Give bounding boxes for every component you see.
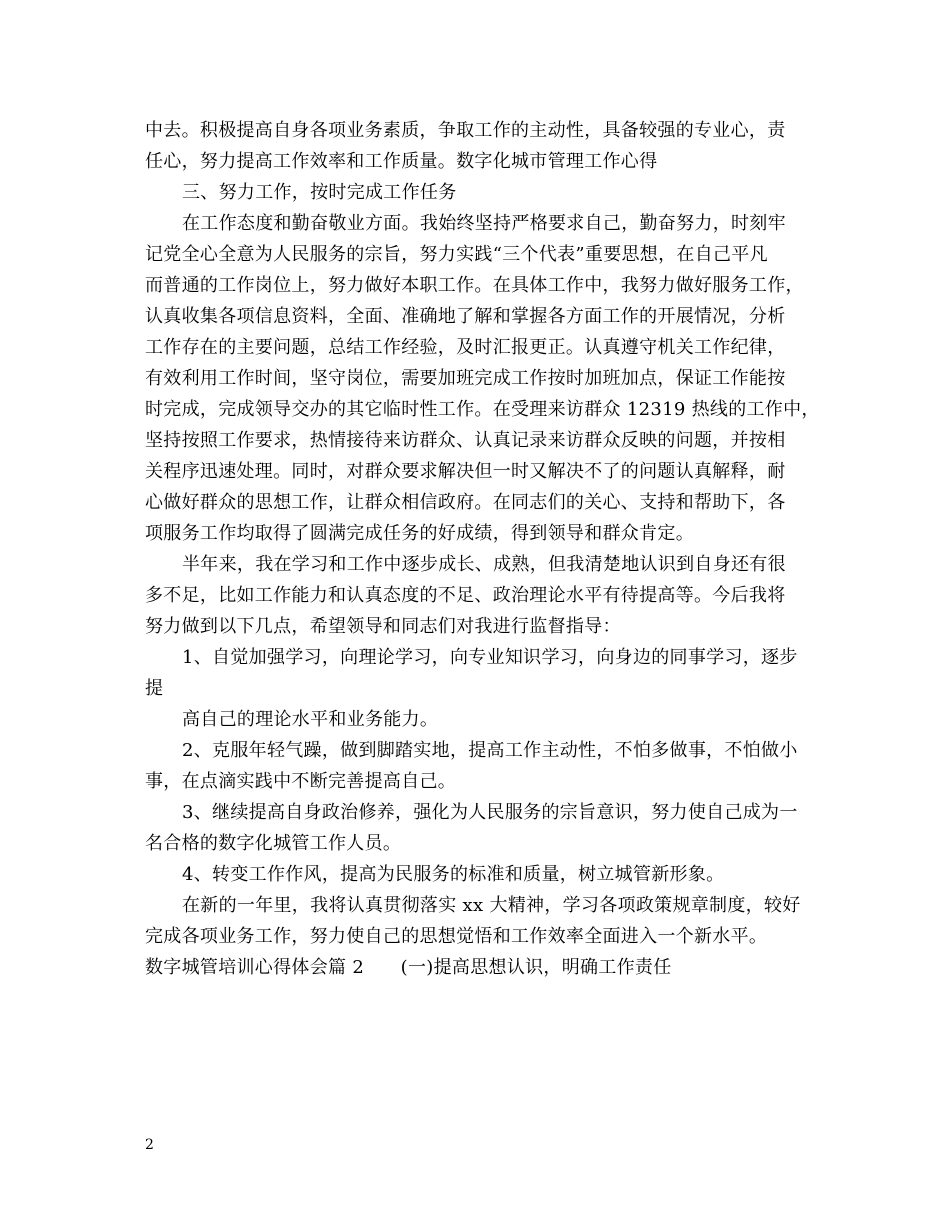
text-line: 项服务工作均取得了圆满完成任务的好成绩，得到领导和群众肯定。	[145, 523, 694, 544]
text-line: 4、转变工作作风，提高为民服务的标准和质量，树立城管新形象。	[182, 864, 725, 885]
text-line: 三、努力工作，按时完成工作任务	[182, 182, 457, 203]
text-line: 任心，努力提高工作效率和工作质量。数字化城市管理工作心得	[145, 151, 658, 172]
text-line: 中去。积极提高自身各项业务素质，争取工作的主动性，具备较强的专业心，责	[145, 120, 786, 141]
text-line: 时完成，完成领导交办的其它临时性工作。在受理来访群众 12319 热线的工作中，	[145, 399, 820, 420]
text-line: 1、自觉加强学习，向理论学习，向专业知识学习，向身边的同事学习，逐步	[182, 647, 798, 668]
text-line: 事，在点滴实践中不断完善提高自己。	[145, 771, 457, 792]
text-line: 记党全心全意为人民服务的宗旨，努力实践“三个代表”重要思想，在自己平凡	[145, 244, 768, 265]
text-line: 数字城管培训心得体会篇 2 (一)提高思想认识，明确工作责任	[145, 957, 672, 978]
document-body	[145, 115, 825, 983]
text-line: 有效利用工作时间，坚守岗位，需要加班完成工作按时加班加点，保证工作能按	[145, 368, 786, 389]
text-line: 名合格的数字化城管工作人员。	[145, 833, 402, 854]
text-line: 认真收集各项信息资料，全面、准确地了解和掌握各方面工作的开展情况，分析	[145, 306, 786, 327]
text-line: 而普通的工作岗位上，努力做好本职工作。在具体工作中，我努力做好服务工作，	[145, 275, 804, 296]
text-line: 提	[145, 678, 164, 699]
text-line: 在新的一年里，我将认真贯彻落实 xx 大精神，学习各项政策规章制度，较好	[182, 895, 801, 916]
text-line: 3、继续提高自身政治修养，强化为人民服务的宗旨意识，努力使自己成为一	[182, 802, 798, 823]
text-line: 完成各项业务工作，努力使自己的思想觉悟和工作效率全面进入一个新水平。	[145, 926, 768, 947]
text-line: 高自己的理论水平和业务能力。	[182, 709, 439, 730]
text-line: 心做好群众的思想工作，让群众相信政府。在同志们的关心、支持和帮助下，各	[145, 492, 786, 513]
text-line: 半年来，我在学习和工作中逐步成长、成熟，但我清楚地认识到自身还有很	[182, 554, 786, 575]
text-line: 工作存在的主要问题，总结工作经验，及时汇报更正。认真遵守机关工作纪律，	[145, 337, 786, 358]
text-line: 2、克服年轻气躁，做到脚踏实地，提高工作主动性，不怕多做事，不怕做小	[182, 740, 798, 761]
text-line: 努力做到以下几点，希望领导和同志们对我进行监督指导：	[145, 616, 621, 637]
text-line: 多不足，比如工作能力和认真态度的不足、政治理论水平有待提高等。今后我将	[145, 585, 786, 606]
text-line: 在工作态度和勤奋敬业方面。我始终坚持严格要求自己，勤奋努力，时刻牢	[182, 213, 786, 234]
text-line: 关程序迅速处理。同时，对群众要求解决但一时又解决不了的问题认真解释，耐	[145, 461, 786, 482]
text-line: 坚持按照工作要求，热情接待来访群众、认真记录来访群众反映的问题，并按相	[145, 430, 786, 451]
page-number: 2	[145, 1137, 154, 1153]
